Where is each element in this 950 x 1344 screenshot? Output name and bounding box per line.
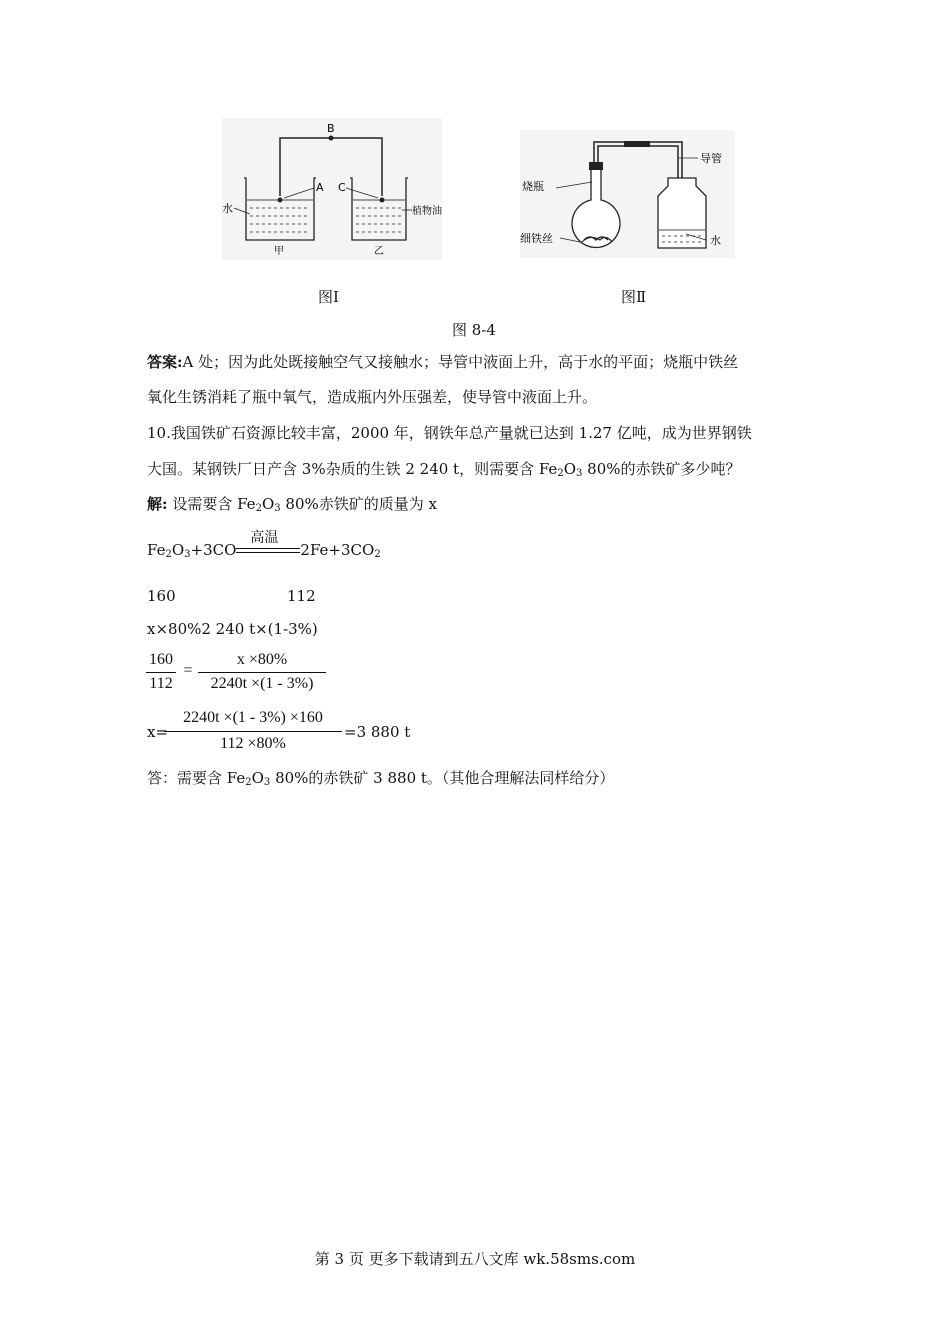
x-result: =3 880 t	[344, 723, 411, 741]
x-label: x=	[147, 723, 169, 741]
chemical-equation: $Fe_2O_3+3CO$ 高温 $2Fe+3CO_2$	[147, 530, 381, 560]
caption-fig-2: 图Ⅱ	[621, 288, 647, 306]
label-oil: 植物油	[412, 206, 442, 217]
x-numerator: 2240t ×(1 - 3%) ×160	[183, 709, 323, 726]
question-10-line-1: 10.我国铁矿石资源比较丰富，2000 年，钢铁年总产量就已达到 1.27 亿吨，成为世界钢铁	[147, 424, 752, 442]
label-flask: 烧瓶	[522, 180, 544, 193]
caption-figure-8-4: 图 8-4	[452, 321, 496, 339]
ratio-equals: =	[183, 662, 193, 679]
fraction-bar	[198, 672, 326, 673]
molar-mass-1: 160	[147, 587, 176, 605]
answer-label: 答案:	[147, 353, 183, 371]
label-yi: 乙	[374, 246, 384, 257]
equation-condition: 高温	[236, 544, 300, 558]
label-water-2: 水	[710, 234, 721, 247]
molar-mass-2: 112	[287, 587, 316, 605]
question-10-line-2: 大国。某钢铁厂日产含 3%杂质的生铁 2 240 t，则需要含 $Fe_2O_3$ 80%的赤铁矿多少吨？	[147, 460, 741, 479]
given-values: x×80%2 240 t×(1-3%)	[147, 620, 318, 638]
fraction-bar	[146, 672, 176, 673]
solution-label: 解:	[147, 495, 168, 513]
solution-setup: 解: 设需要含 $Fe_2O_3$ 80%赤铁矿的质量为 x	[147, 495, 437, 514]
ratio-den-left: 112	[149, 675, 173, 692]
label-a: A	[316, 181, 324, 194]
x-denominator: 112 ×80%	[220, 735, 286, 752]
answer-line-1	[147, 352, 738, 372]
label-b: B	[327, 122, 335, 135]
ratio-num-left: 160	[149, 651, 173, 668]
answer-line-2: 氧化生锈消耗了瓶中氧气，造成瓶内外压强差，使导管中液面上升。	[147, 388, 598, 406]
figure-2-diagram	[520, 130, 735, 258]
label-water-1: 水	[222, 202, 233, 215]
label-c: C	[338, 181, 346, 194]
page-footer: 第 3 页 更多下载请到五八文库 wk.58sms.com	[314, 1250, 636, 1268]
label-jia: 甲	[274, 246, 284, 257]
ratio-num-right: x ×80%	[236, 651, 288, 668]
answer-text-1: A 处；因为此处既接触空气又接触水；导管中液面上升，高于水的平面；烧瓶中铁丝	[182, 353, 739, 371]
figure-1-diagram	[222, 118, 442, 260]
caption-fig-1: 图Ⅰ	[318, 288, 339, 306]
label-wire: 细铁丝	[520, 232, 553, 245]
ratio-den-right: 2240t ×(1 - 3%)	[210, 675, 314, 692]
final-answer: 答：需要含 $Fe_2O_3$ 80%的赤铁矿 3 880 t。（其他合理解法同样给分）	[147, 769, 615, 788]
fraction-bar	[164, 731, 342, 732]
label-tube: 导管	[700, 152, 722, 165]
